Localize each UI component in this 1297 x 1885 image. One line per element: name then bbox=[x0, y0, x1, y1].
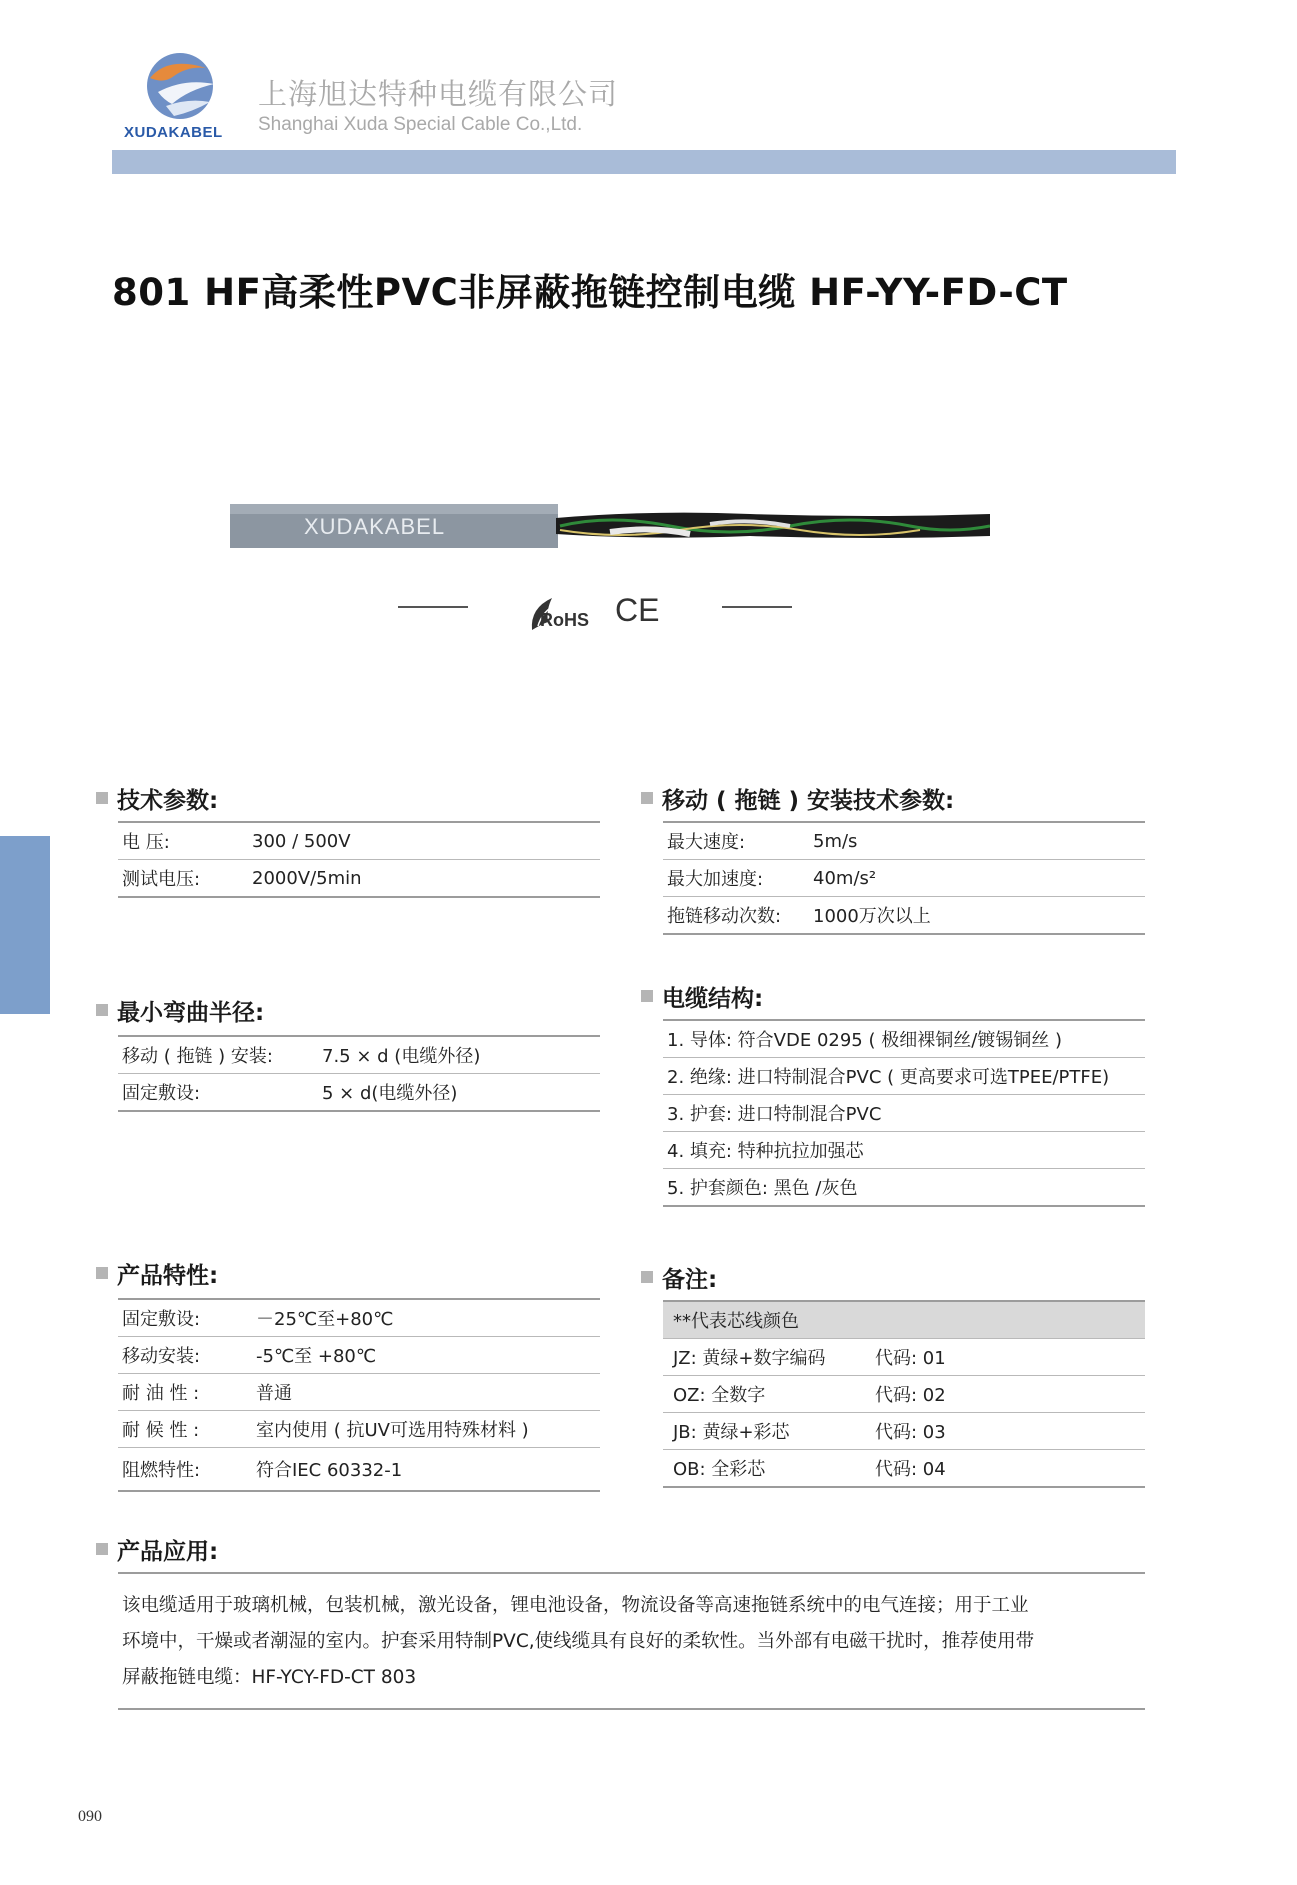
table-row bbox=[663, 1449, 1145, 1486]
bullet-square bbox=[96, 792, 108, 804]
row-value: 7.5 × d (电缆外径) bbox=[322, 1046, 481, 1067]
table-row bbox=[663, 823, 1145, 859]
rohs-label: RoHS bbox=[540, 610, 589, 630]
bullet-square bbox=[96, 1004, 108, 1016]
features-table bbox=[118, 1298, 600, 1492]
section-title: 移动 ( 拖链 ) 安装技术参数: bbox=[662, 787, 955, 814]
row-text: 5. 护套颜色: 黑色 /灰色 bbox=[667, 1178, 858, 1199]
row-code: 代码: 02 bbox=[875, 1385, 946, 1406]
row-label: JB: 黄绿+彩芯 bbox=[673, 1422, 790, 1443]
bullet-square bbox=[641, 990, 653, 1002]
row-text: 1. 导体: 符合VDE 0295 ( 极细裸铜丝/镀锡铜丝 ) bbox=[667, 1030, 1063, 1051]
page-number: 090 bbox=[78, 1808, 102, 1825]
section-title: 最小弯曲半径: bbox=[117, 999, 265, 1026]
table-row bbox=[118, 1373, 600, 1410]
row-label: OB: 全彩芯 bbox=[673, 1459, 766, 1480]
row-value: 2000V/5min bbox=[252, 867, 362, 889]
table-row bbox=[118, 1300, 600, 1336]
application-line: 屏蔽拖链电缆：HF-YCY-FD-CT 803 bbox=[122, 1667, 417, 1688]
table-row bbox=[663, 1168, 1145, 1205]
table-row bbox=[118, 859, 600, 896]
row-value: 5 × d(电缆外径) bbox=[322, 1083, 458, 1104]
row-value: 5m/s bbox=[813, 830, 858, 852]
row-label: 阻燃特性: bbox=[122, 1460, 201, 1481]
row-value: －25℃至+80℃ bbox=[256, 1309, 394, 1330]
table-row bbox=[118, 1410, 600, 1447]
row-label: 固定敷设: bbox=[122, 1309, 201, 1330]
table-row bbox=[118, 1037, 600, 1073]
row-label: 移动安装: bbox=[122, 1346, 201, 1367]
row-code: 代码: 03 bbox=[875, 1422, 946, 1443]
section-title: 备注: bbox=[662, 1266, 718, 1293]
table-row bbox=[118, 1447, 600, 1490]
table-row bbox=[118, 823, 600, 859]
table-row bbox=[663, 859, 1145, 896]
tech-params-table bbox=[118, 821, 600, 898]
row-text: 4. 填充: 特种抗拉加强芯 bbox=[667, 1141, 864, 1162]
row-label: OZ: 全数字 bbox=[673, 1385, 766, 1406]
logo-text: XUDAKABEL bbox=[124, 124, 223, 141]
table-row bbox=[663, 1094, 1145, 1131]
header-band bbox=[112, 150, 1176, 174]
company-logo bbox=[124, 48, 236, 148]
section-title: 产品应用: bbox=[117, 1538, 219, 1565]
company-name-cn: 上海旭达特种电缆有限公司 bbox=[258, 77, 619, 111]
row-value: 室内使用 ( 抗UV可选用特殊材料 ) bbox=[256, 1420, 529, 1441]
section-title: 产品特性: bbox=[117, 1262, 219, 1289]
row-value: 普通 bbox=[256, 1383, 292, 1404]
drag-chain-table bbox=[663, 821, 1145, 935]
table-row bbox=[663, 1412, 1145, 1449]
bullet-square bbox=[641, 792, 653, 804]
structure-table bbox=[663, 1019, 1145, 1207]
row-code: 代码: 04 bbox=[875, 1459, 946, 1480]
table-row bbox=[663, 1057, 1145, 1094]
row-text: 3. 护套: 进口特制混合PVC bbox=[667, 1104, 882, 1125]
notes-table bbox=[663, 1300, 1145, 1488]
section-title: 技术参数: bbox=[117, 787, 219, 814]
row-label: 电 压: bbox=[122, 832, 170, 853]
cable-image bbox=[230, 496, 990, 556]
row-value: 300 / 500V bbox=[252, 830, 351, 852]
row-label: 最大速度: bbox=[667, 832, 746, 853]
table-row bbox=[118, 1336, 600, 1373]
row-value: 1000万次以上 bbox=[813, 906, 931, 927]
ce-mark: CE bbox=[615, 592, 660, 628]
side-tab bbox=[0, 836, 50, 1014]
notes-section bbox=[641, 1260, 1145, 1488]
table-row bbox=[663, 1021, 1145, 1057]
bullet-square bbox=[96, 1267, 108, 1279]
row-value: 符合IEC 60332-1 bbox=[256, 1460, 403, 1481]
row-label: 耐 候 性 : bbox=[122, 1420, 200, 1441]
section-title: 电缆结构: bbox=[662, 985, 764, 1012]
drag-chain-section bbox=[641, 781, 1145, 935]
certification-row bbox=[398, 594, 798, 644]
structure-section bbox=[641, 979, 1145, 1207]
row-value: -5℃至 +80℃ bbox=[256, 1346, 377, 1367]
table-row bbox=[663, 1338, 1145, 1375]
divider-left bbox=[398, 606, 468, 608]
row-label: 拖链移动次数: bbox=[667, 906, 782, 927]
tech-params-section bbox=[96, 781, 600, 898]
table-row bbox=[663, 1131, 1145, 1168]
page-title: 801 HF高柔性PVC非屏蔽拖链控制电缆 HF-YY-FD-CT bbox=[112, 271, 1068, 314]
table-row bbox=[118, 1073, 600, 1110]
row-text: 2. 绝缘: 进口特制混合PVC ( 更高要求可选TPEE/PTFE) bbox=[667, 1067, 1110, 1088]
bullet-square bbox=[641, 1271, 653, 1283]
row-label: 测试电压: bbox=[122, 869, 201, 890]
row-label: JZ: 黄绿+数字编码 bbox=[673, 1348, 826, 1369]
bend-radius-section bbox=[96, 993, 600, 1112]
row-value: 40m/s² bbox=[813, 867, 877, 889]
row-label: 移动 ( 拖链 ) 安装: bbox=[122, 1046, 273, 1067]
bullet-square bbox=[96, 1543, 108, 1555]
rohs-icon bbox=[526, 594, 596, 634]
bend-radius-table bbox=[118, 1035, 600, 1112]
divider-right bbox=[722, 606, 792, 608]
row-code: 代码: 01 bbox=[875, 1348, 946, 1369]
row-label: 耐 油 性 : bbox=[122, 1383, 200, 1404]
table-row bbox=[663, 1375, 1145, 1412]
application-section bbox=[96, 1532, 1145, 1710]
notes-header-row bbox=[663, 1302, 1145, 1338]
company-name-en: Shanghai Xuda Special Cable Co.,Ltd. bbox=[258, 114, 583, 135]
cable-print: XUDAKABEL bbox=[304, 514, 446, 539]
row-label: 最大加速度: bbox=[667, 869, 764, 890]
notes-header: **代表芯线颜色 bbox=[673, 1311, 799, 1332]
application-text bbox=[118, 1572, 1145, 1710]
application-line: 该电缆适用于玻璃机械，包装机械，激光设备，锂电池设备，物流设备等高速拖链系统中的电气连接；用于工业 bbox=[122, 1595, 1029, 1616]
features-section bbox=[96, 1256, 600, 1492]
row-label: 固定敷设: bbox=[122, 1083, 201, 1104]
application-line: 环境中，干燥或者潮湿的室内。护套采用特制PVC,使线缆具有良好的柔软性。当外部有电磁干扰时，推荐使用带 bbox=[122, 1631, 1035, 1652]
table-row bbox=[663, 896, 1145, 933]
